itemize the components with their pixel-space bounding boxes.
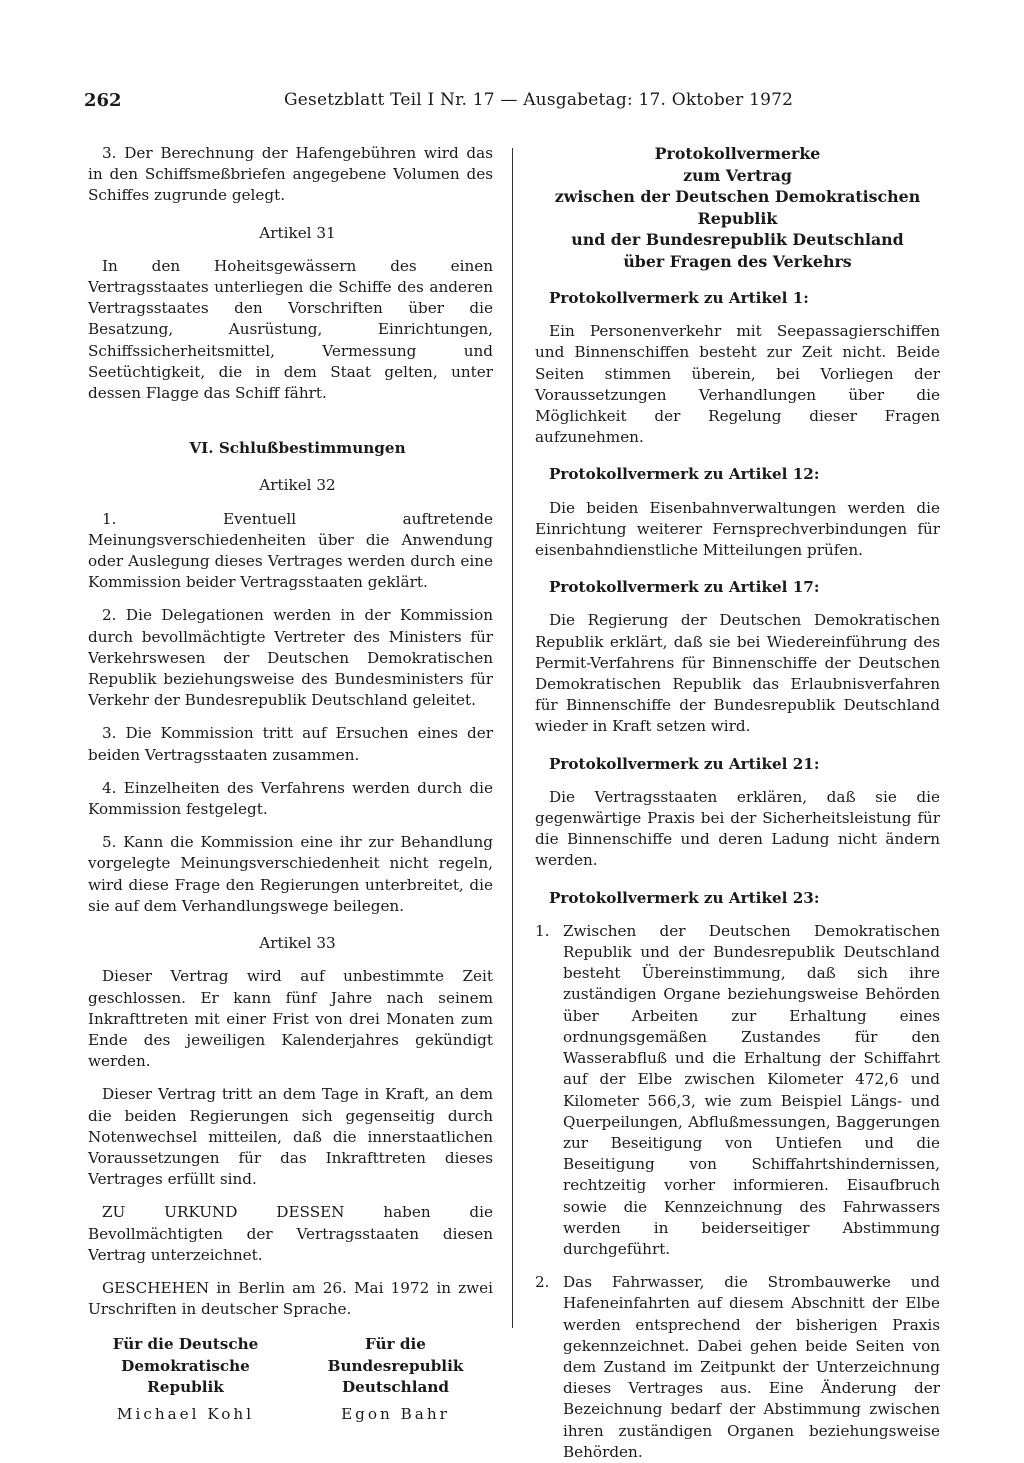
protocol-title bbox=[535, 143, 940, 272]
column-divider bbox=[512, 148, 513, 1328]
page-number: 262 bbox=[84, 90, 122, 111]
title-line: Protokollvermerke bbox=[654, 144, 821, 163]
running-title: Gesetzblatt Teil I Nr. 17 — Ausgabetag: 17. Oktober 1972 bbox=[284, 90, 794, 110]
article-33-para-2: Dieser Vertrag tritt an dem Tage in Kraft, an dem die beiden Regierungen sich gegenseitig durch Notenwechsel mitteilen, daß die innerstaatlichen Voraussetzungen für das Inkrafttreten dieses Vertrages erfüllt sind. bbox=[88, 1085, 493, 1189]
protocol-note-1-text: Ein Personenverkehr mit Seepassagierschiffen und Binnenschiffen besteht zur Zeit nicht. Beide Seiten stimmen überein, bei Vorliegen der Voraussetzungen Verhandlungen über die Möglichkeit der Regelung dieser Fragen aufzunehmen. bbox=[535, 322, 940, 447]
signature-gdr bbox=[88, 1334, 283, 1425]
protocol-note-23-list bbox=[535, 921, 940, 1463]
page-header bbox=[84, 90, 954, 114]
article-31-text: In den Hoheitsgewässern des einen Vertragsstaates unterliegen die Schiffe des anderen Vertragsstaates den Vorschriften über die Besatzung, Ausrüstung, Einrichtungen, Schiffssicherheitsmittel, Vermessung und Seetüchtigkeit, die in dem Staat gelten, unter dessen Flagge das Schiff fährt. bbox=[88, 256, 493, 403]
protocol-note-17-text: Die Regierung der Deutschen Demokratischen Republik erklärt, daß sie bei Wiedereinführung des Permit-Verfahrens für Binnenschiffe der Deutschen Demokratischen Republik das Erlaubnisverfahren für Binnenschiffe der Bundesrepublik Deutschland wieder in Kraft setzen wird. bbox=[535, 611, 940, 736]
signature-frg bbox=[298, 1334, 493, 1425]
right-column bbox=[535, 143, 940, 1463]
article-32-para-3: 3. Die Kommission tritt auf Ersuchen eines der beiden Vertragsstaaten zusammen. bbox=[88, 724, 493, 764]
section-heading: VI. Schlußbestimmungen bbox=[189, 439, 406, 458]
paragraph-3: 3. Der Berechnung der Hafengebühren wird das in den Schiffsmeßbriefen angegebene Volumen des Schiffes zugrunde gelegt. bbox=[88, 144, 493, 205]
title-line: über Fragen des Verkehrs bbox=[623, 251, 852, 271]
list-item bbox=[535, 1272, 940, 1463]
signatory-name: Michael Kohl bbox=[116, 1404, 255, 1423]
attestation-paragraph: ZU URKUND DESSEN haben die Bevollmächtigten der Vertragsstaaten diesen Vertrag unterzeichnet. bbox=[88, 1203, 493, 1264]
article-32-para-5: 5. Kann die Kommission eine ihr zur Behandlung vorgelegte Meinungsverschiedenheit nicht regeln, wird diese Frage den Regierungen unterbreitet, die sie auf dem Verhandlungswege beilegen. bbox=[88, 833, 493, 915]
protocol-note-1-heading: Protokollvermerk zu Artikel 1: bbox=[549, 289, 809, 307]
article-32-para-2: 2. Die Delegationen werden in der Kommission durch bevollmächtigte Vertreter des Ministers für Verkehrswesen der Deutschen Demokratischen Republik beziehungsweise des Bundesministers für Verkehr der Bundesrepublik Deutschland geleitet. bbox=[88, 606, 493, 710]
protocol-note-17-heading: Protokollvermerk zu Artikel 17: bbox=[549, 578, 820, 597]
title-line: und der Bundesrepublik Deutschland bbox=[571, 230, 904, 249]
protocol-note-21-text: Die Vertragsstaaten erklären, daß sie die gegenwärtige Praxis bei der Sicherheitsleistung für die Binnenschiffe und deren Ladung nicht ändern werden. bbox=[535, 787, 940, 870]
protocol-note-21-heading: Protokollvermerk zu Artikel 21: bbox=[549, 754, 820, 773]
item-number: 1. bbox=[535, 921, 550, 940]
signatory-name: Egon Bahr bbox=[341, 1404, 450, 1423]
list-item bbox=[535, 921, 940, 1260]
protocol-note-12-text: Die beiden Eisenbahnverwaltungen werden die Einrichtung weiterer Fernsprechverbindungen für eisenbahndienstliche Mitteilungen prüfen. bbox=[535, 498, 940, 560]
article-33-para-1: Dieser Vertrag wird auf unbestimmte Zeit geschlossen. Er kann fünf Jahre nach seinem Inkrafttreten mit einer Frist von drei Monaten zum Ende des jeweiligen Kalenderjahres gekündigt werden. bbox=[88, 967, 493, 1071]
article-33-heading: Artikel 33 bbox=[259, 934, 336, 953]
signature-party: Für die Bundesrepublik Deutschland bbox=[327, 1335, 464, 1396]
place-date-paragraph: GESCHEHEN in Berlin am 26. Mai 1972 in zwei Urschriften in deutscher Sprache. bbox=[88, 1278, 493, 1319]
article-32-para-4: 4. Einzelheiten des Verfahrens werden durch die Kommission festgelegt. bbox=[88, 778, 493, 819]
item-text: Das Fahrwasser, die Strombauwerke und Hafeneinfahrten auf diesem Abschnitt der Elbe werden entsprechend der bisherigen Praxis gekennzeichnet. Dabei gehen beide Seiten von dem Zustand im Zeitpunkt der Unterzeichnung dieses Vertrages aus. Eine Änderung der Bezeichnung bedarf der Abstimmung zwischen ihren zuständigen Organen beziehungsweise Behörden. bbox=[563, 1273, 940, 1461]
left-column bbox=[88, 143, 493, 1425]
article-31-heading: Artikel 31 bbox=[259, 223, 336, 242]
article-32-heading: Artikel 32 bbox=[259, 476, 336, 495]
item-number: 2. bbox=[535, 1273, 550, 1292]
item-text: Zwischen der Deutschen Demokratischen Republik und der Bundesrepublik Deutschland besteht Übereinstimmung, daß sich ihre zuständigen Organe beziehungsweise Behörden über Arbeiten zur Erhaltung eines ordnungsgemäßen Zustandes für den Wasserabfluß und die Erhaltung der Schiffahrt auf der Elbe zwischen Kilometer 472,6 und Kilometer 566,3, wie zum Beispiel Längs- und Querpeilungen, Abflußmessungen, Baggerungen zur Beseitigung von Untiefen und die Beseitigung von Schiffahrtshindernissen, rechtzeitig vorher informieren. Eisaufbruch sowie die Kennzeichnung des Fahrwassers werden in beiderseitiger Abstimmung durchgeführt. bbox=[563, 921, 940, 1258]
protocol-note-12-heading: Protokollvermerk zu Artikel 12: bbox=[549, 465, 820, 484]
signature-block bbox=[88, 1334, 493, 1425]
protocol-note-23-heading: Protokollvermerk zu Artikel 23: bbox=[549, 888, 820, 907]
article-32-para-1: 1. Eventuell auftretende Meinungsverschiedenheiten über die Anwendung oder Auslegung dieses Vertrages werden durch eine Kommission beider Vertragsstaaten geklärt. bbox=[88, 509, 493, 592]
title-line: zwischen der Deutschen Demokratischen Republik bbox=[554, 187, 921, 228]
title-line: zum Vertrag bbox=[683, 165, 792, 185]
signature-party: Für die Deutsche Demokratische Republik bbox=[112, 1335, 259, 1396]
